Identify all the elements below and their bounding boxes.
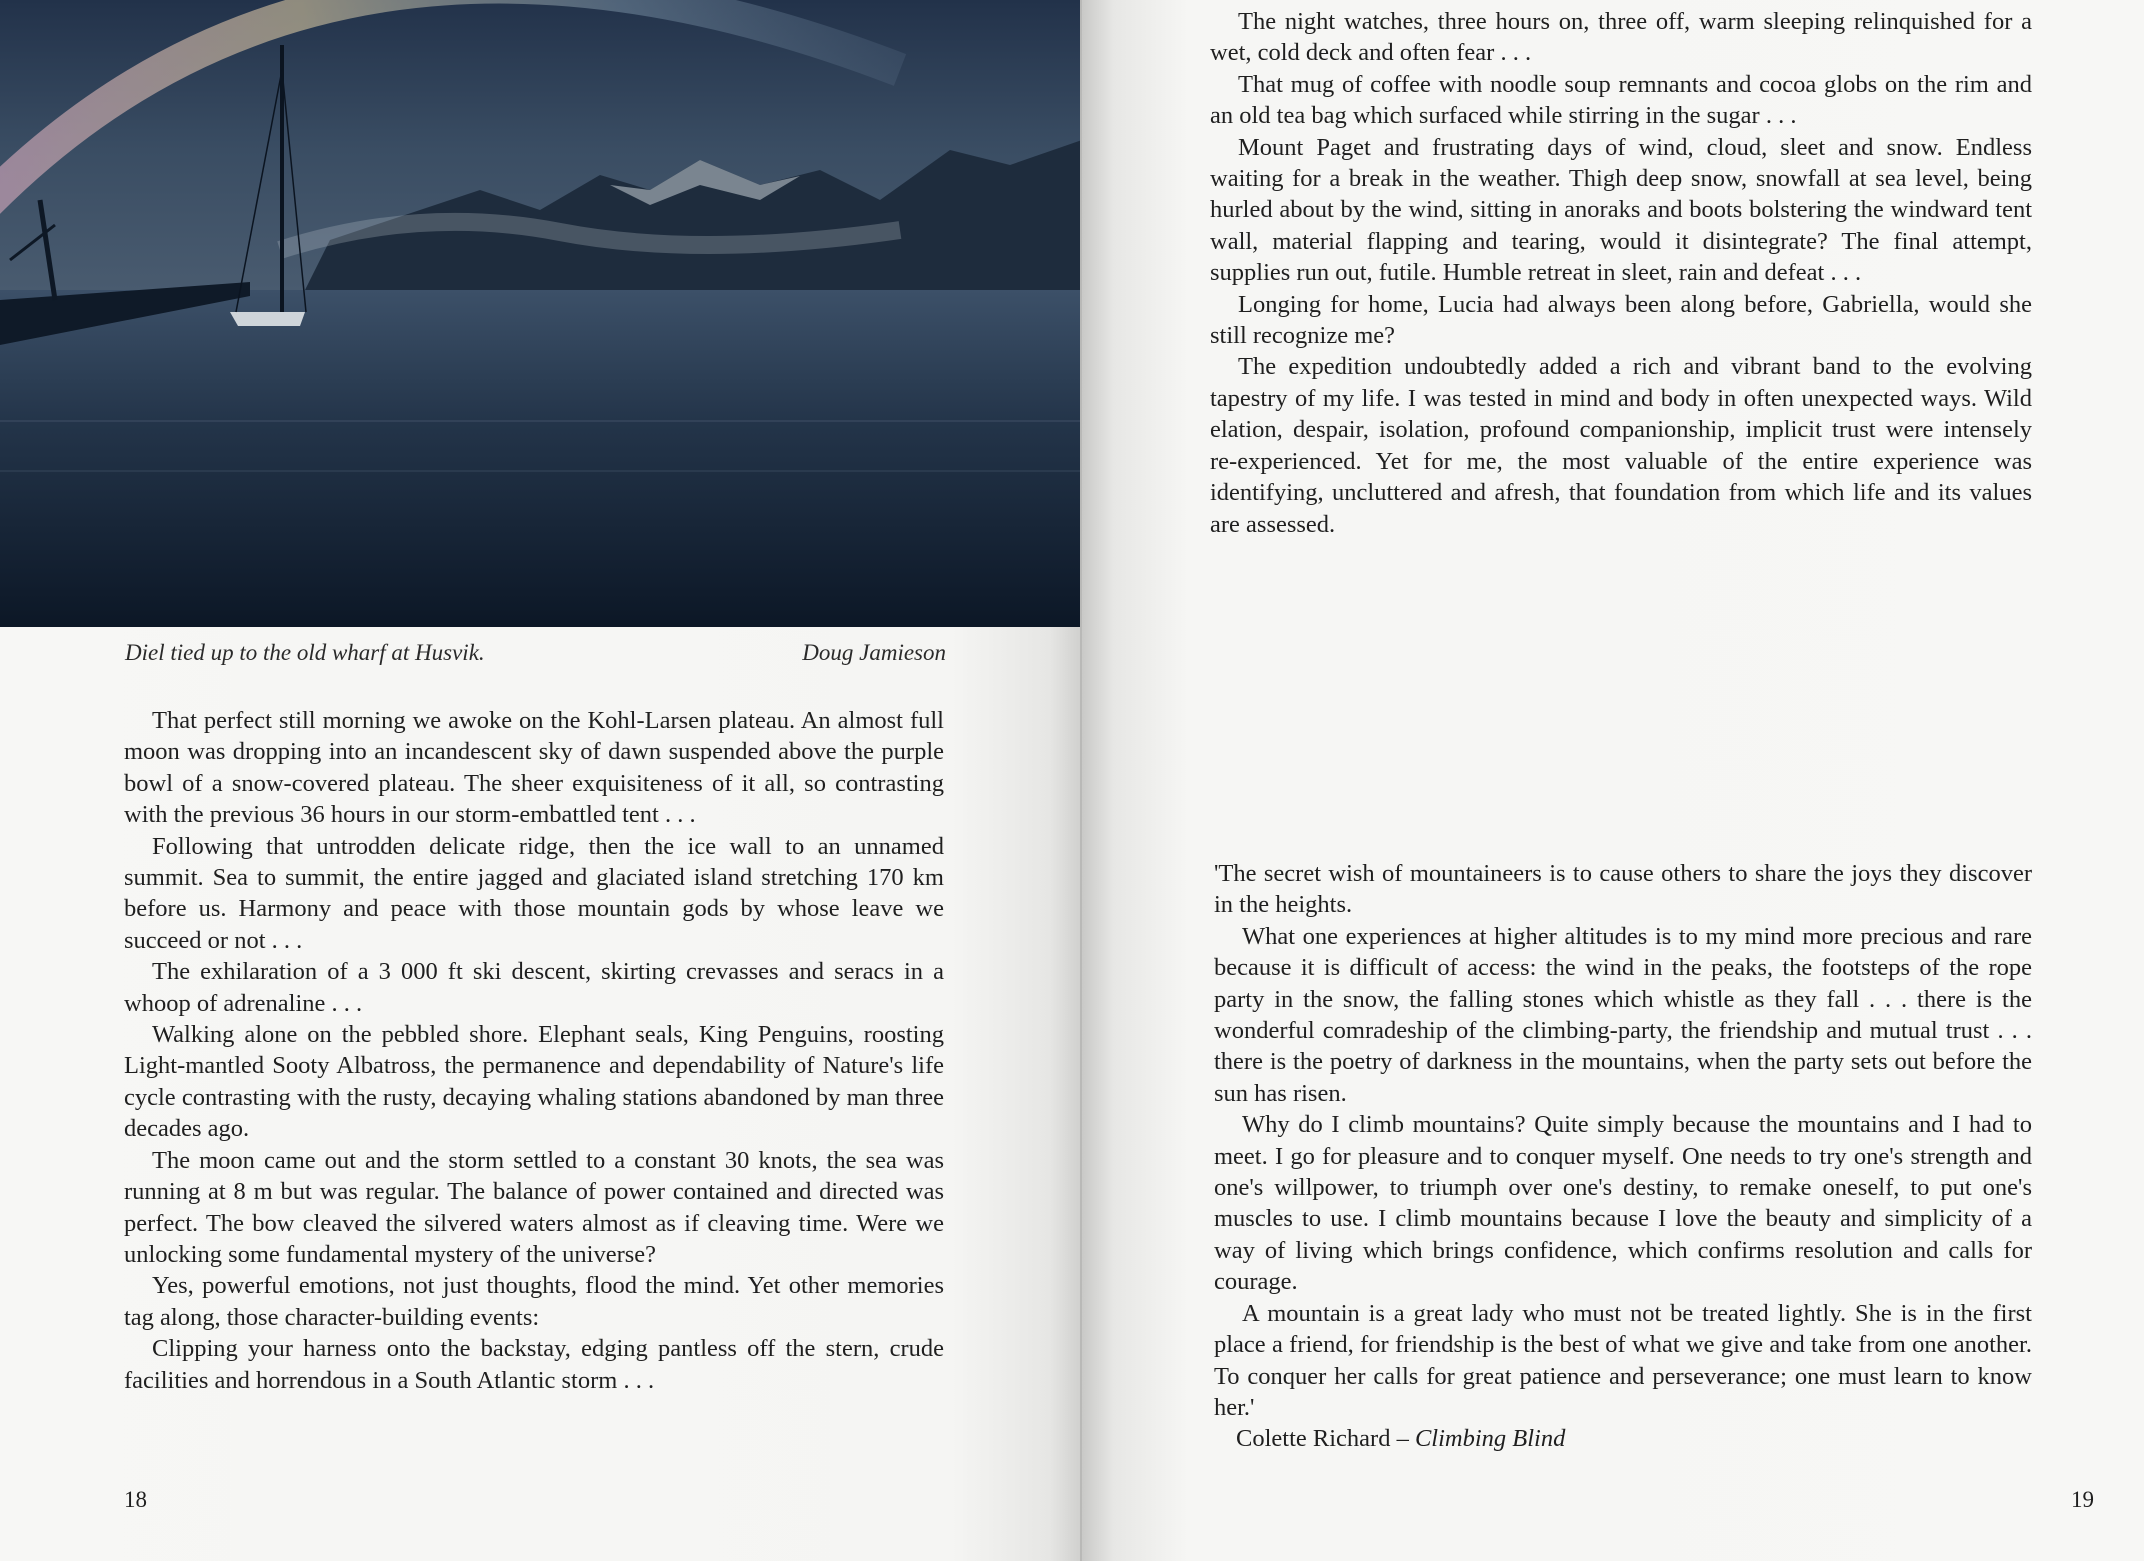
attribution-work-title: Climbing Blind — [1414, 1425, 1566, 1453]
paragraph: The moon came out and the storm settled to a constant 30 knots, the sea was running at 8 m but was regular. The balance of power contained and directed was perfect. The bow cleaved the silvered waters almost as if cleaving time. Were we unlocking some fundamental mystery of the universe? — [124, 1146, 944, 1268]
paragraph: Clipping your harness onto the backstay, edging pantless off the stern, crude facilities and horrendous in a South Atlantic storm . . . — [124, 1335, 944, 1394]
paragraph: That mug of coffee with noodle soup remnants and cocoa globs on the rim and an old tea bag which surfaced while stirring in the sugar . . . — [1210, 70, 2032, 130]
paragraph: That perfect still morning we awoke on the Kohl-Larsen plateau. An almost full moon was dropping into an incandescent sky of dawn suspended above the purple bowl of a snow-covered plateau. The sheer exquisiteness of it all, so contrasting with the previous 36 hours in our storm-embattled tent . . . — [124, 707, 944, 829]
quotation-block — [1214, 858, 2032, 1455]
left-body-text — [124, 705, 944, 1396]
quote-attribution — [1214, 1423, 2032, 1454]
paragraph: Longing for home, Lucia had always been along before, Gabriella, would she still recognize me? — [1210, 290, 2032, 350]
paragraph: The expedition undoubtedly added a rich and vibrant band to the evolving tapestry of my life. I was tested in mind and body in often unexpected ways. Wild elation, despair, isolation, profound companionship, implicit trust were intensely re-experienced. Yet for me, the most valuable of the entire experience was identifying, uncluttered and afresh, that foundation from which life and its values are assessed. — [1210, 353, 2032, 538]
photo-caption: Diel tied up to the old wharf at Husvik. — [125, 640, 485, 665]
paragraph: Mount Paget and frustrating days of wind, cloud, sleet and snow. Endless waiting for a break in the weather. Thigh deep snow, snowfall at sea level, being hurled about by the wind, sitting in anoraks and boots bolstering the windward tent wall, material flapping and tearing, would it disintegrate? The final attempt, supplies run out, futile. Humble retreat in sleet, rain and defeat . . . — [1210, 133, 2032, 287]
paragraph: Walking alone on the pebbled shore. Elephant seals, King Penguins, roosting Light-mantled Sooty Albatross, the permanence and dependability of Nature's life cycle contrasting with the rusty, decaying whaling stations abandoned by man three decades ago. — [124, 1021, 944, 1143]
paragraph: The night watches, three hours on, three off, warm sleeping relinquished for a wet, cold deck and often fear . . . — [1210, 8, 2032, 67]
paragraph: Following that untrodden delicate ridge, then the ice wall to an unnamed summit. Sea to summit, the entire jagged and glaciated island stretching 170 km before us. Harmony and peace with those mountain gods by whose leave we succeed or not . . . — [124, 832, 944, 954]
right-body-text — [1210, 6, 2032, 540]
attribution-author: Colette Richard – — [1236, 1425, 1415, 1453]
page-number-left: 18 — [124, 1487, 147, 1512]
right-page — [1082, 0, 2144, 1561]
quote-paragraph: 'The secret wish of mountaineers is to cause others to share the joys they discover in the heights. — [1214, 860, 2032, 919]
paragraph: The exhilaration of a 3 000 ft ski descent, skirting crevasses and seracs in a whoop of adrenaline . . . — [124, 958, 944, 1017]
paragraph: Yes, powerful emotions, not just thoughts, flood the mind. Yet other memories tag along, those character-building events: — [124, 1272, 944, 1331]
sailboat-rainbow-photo — [0, 0, 1082, 627]
page-number-right: 19 — [2071, 1487, 2094, 1512]
photo-credit: Doug Jamieson — [802, 640, 946, 665]
quote-paragraph: A mountain is a great lady who must not be treated lightly. She is in the first place a friend, for friendship is the best of what we give and take from one another. To conquer her calls for great patience and perseverance; one must learn to know her.' — [1214, 1299, 2032, 1421]
photo-illustration — [0, 0, 1082, 627]
quote-paragraph: Why do I climb mountains? Quite simply because the mountains and I had to meet. I go for pleasure and to conquer myself. One needs to try one's strength and one's willpower, to triumph over one's destiny, to remake oneself, to put one's muscles to use. I climb mountains because I love the beauty and simplicity of a way of living which brings confidence, which confirms resolution and calls for courage. — [1214, 1111, 2032, 1296]
quote-paragraph: What one experiences at higher altitudes is to my mind more precious and rare because it is difficult of access: the wind in the peaks, the footsteps of the rope party in the snow, the falling stones which whistle as they fall . . . there is the wonderful comradeship of the climbing-party, the friendship and mutual trust . . . there is the poetry of darkness in the mountains, when the party sets out before the sun has risen. — [1214, 922, 2032, 1107]
